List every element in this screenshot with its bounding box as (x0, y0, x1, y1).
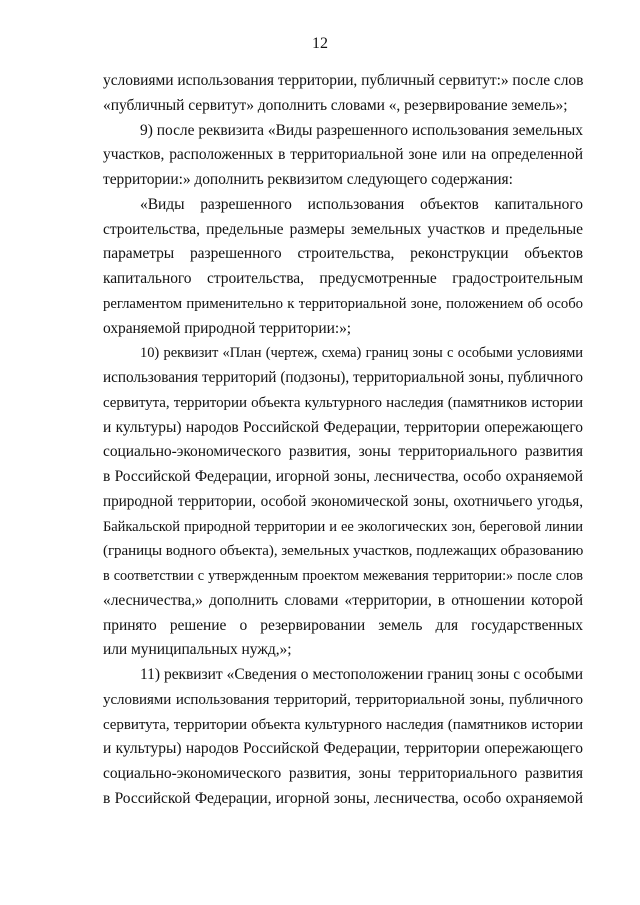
text-line: параметры разрешенного строительства, реконструкции объектов (103, 245, 583, 263)
text-line: в Российской Федерации, игорной зоны, лесничества, особо охраняемой (103, 468, 583, 485)
text-line: 11) реквизит «Сведения о местоположении границ зоны с особыми (140, 666, 583, 683)
text-line: участков, расположенных в территориальной зоне или на определенной (103, 146, 583, 164)
text-line: сервитута, территории объекта культурного наследия (памятников истории (103, 394, 583, 411)
text-line: строительства, предельные размеры земельных участков и предельные (103, 220, 583, 238)
text-line: условиями использования территории, публичный сервитут:» после слов (103, 72, 584, 89)
text-line: в соответствии с утвержденным проектом межевания территории:» после слов (103, 568, 583, 584)
text-line: социально-экономического развития, зоны территориального развития (103, 443, 583, 461)
text-line: регламентом применительно к территориальной зоне, положением об особо (103, 295, 583, 312)
text-line: «публичный сервитут» дополнить словами «, резервирование земель»; (103, 96, 568, 114)
text-line: 10) реквизит «План (чертеж, схема) границ зоны с особыми условиями (140, 345, 583, 362)
text-line: 9) после реквизита «Виды разрешенного использования земельных (140, 121, 583, 139)
text-line: или муниципальных нужд,»; (103, 641, 292, 659)
text-line: принято решение о резервировании земель для государственных (103, 616, 583, 634)
text-line: природной территории, особой экономической зоны, охотничьего угодья, (103, 492, 583, 510)
page-number: 12 (312, 35, 328, 52)
text-line: капитального строительства, предусмотренные градостроительным (103, 270, 583, 287)
text-line: и культуры) народов Российской Федерации, территории опережающего (103, 740, 583, 758)
text-line: условиями использования территорий, территориальной зоны, публичного (103, 691, 583, 708)
text-line: охраняемой природной территории:»; (103, 319, 352, 337)
text-line: социально-экономического развития, зоны территориального развития (103, 765, 583, 782)
text-line: «лесничества,» дополнить словами «территории, в отношении которой (103, 591, 583, 609)
text-line: в Российской Федерации, игорной зоны, лесничества, особо охраняемой (103, 789, 583, 807)
text-line: (границы водного объекта), земельных участков, подлежащих образованию (103, 543, 584, 560)
text-line: и культуры) народов Российской Федерации, территории опережающего (103, 418, 583, 436)
text-line: территории:» дополнить реквизитом следующего содержания: (103, 171, 513, 188)
text-line: Байкальской природной территории и ее экологических зон, береговой линии (103, 518, 583, 535)
text-line: использования территорий (подзоны), территориальной зоны, публичного (103, 369, 583, 386)
text-line: «Виды разрешенного использования объектов капитального (140, 195, 583, 213)
text-line: сервитута, территории объекта культурного наследия (памятников истории (103, 716, 583, 733)
document-body (103, 69, 583, 812)
